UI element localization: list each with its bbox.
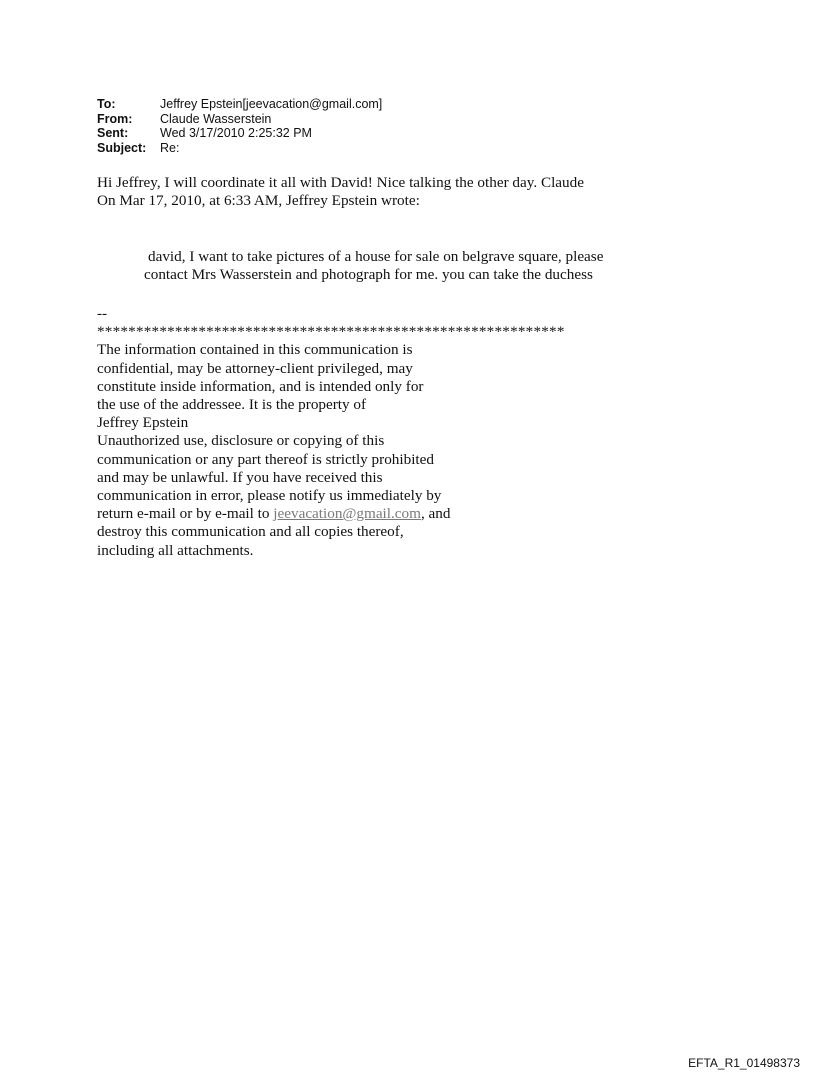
quote-attribution: On Mar 17, 2010, at 6:33 AM, Jeffrey Epstein wrote: bbox=[97, 192, 420, 210]
quoted-line: david, I want to take pictures of a house for sale on belgrave square, please bbox=[148, 248, 604, 265]
disclaimer-line: Unauthorized use, disclosure or copying of this bbox=[97, 432, 385, 450]
disclaimer-line-with-link bbox=[97, 505, 565, 523]
from-value: Claude Wasserstein bbox=[160, 111, 272, 126]
disclaimer-line: constitute inside information, and is intended only for bbox=[97, 377, 424, 395]
disclaimer-line: communication or any part thereof is strictly prohibited bbox=[97, 450, 434, 468]
to-value: Jeffrey Epstein[jeevacation@gmail.com] bbox=[160, 97, 383, 111]
email-header bbox=[97, 97, 382, 155]
to-row bbox=[97, 97, 382, 112]
disclaimer-line: and may be unlawful. If you have received this bbox=[97, 468, 383, 486]
disclaimer-text: return e-mail or by e-mail to bbox=[97, 505, 274, 523]
disclaimer-line: confidential, may be attorney-client privileged, may bbox=[97, 359, 413, 377]
disclaimer-line: The information contained in this communication is bbox=[97, 341, 413, 359]
disclaimer-line: the use of the addressee. It is the property of bbox=[97, 396, 367, 414]
to-label: To: bbox=[97, 97, 116, 111]
subject-value: Re: bbox=[160, 140, 180, 155]
quoted-line: contact Mrs Wasserstein and photograph for me. you can take the duchess bbox=[144, 266, 593, 284]
message-body bbox=[97, 174, 584, 210]
subject-row bbox=[97, 141, 382, 156]
subject-label: Subject: bbox=[97, 140, 147, 155]
quoted-message bbox=[144, 248, 603, 284]
document-id: EFTA_R1_01498373 bbox=[688, 1056, 800, 1070]
sent-row bbox=[97, 126, 382, 141]
email-link[interactable]: jeevacation@gmail.com bbox=[273, 505, 421, 523]
disclaimer-line: destroy this communication and all copies thereof, bbox=[97, 523, 404, 541]
sent-value: Wed 3/17/2010 2:25:32 PM bbox=[160, 126, 312, 140]
disclaimer-line: including all attachments. bbox=[97, 541, 254, 559]
disclaimer-footer bbox=[97, 305, 565, 560]
asterisk-divider: ************************************************************ bbox=[97, 323, 565, 341]
from-row bbox=[97, 112, 382, 127]
disclaimer-text: , and bbox=[420, 505, 451, 523]
disclaimer-line: communication in error, please notify us immediately by bbox=[97, 487, 442, 505]
body-line: Hi Jeffrey, I will coordinate it all with David! Nice talking the other day. Claude bbox=[97, 174, 584, 191]
signature-separator: -- bbox=[97, 305, 108, 322]
disclaimer-line: Jeffrey Epstein bbox=[97, 414, 189, 432]
sent-label: Sent: bbox=[97, 126, 129, 140]
from-label: From: bbox=[97, 111, 133, 126]
